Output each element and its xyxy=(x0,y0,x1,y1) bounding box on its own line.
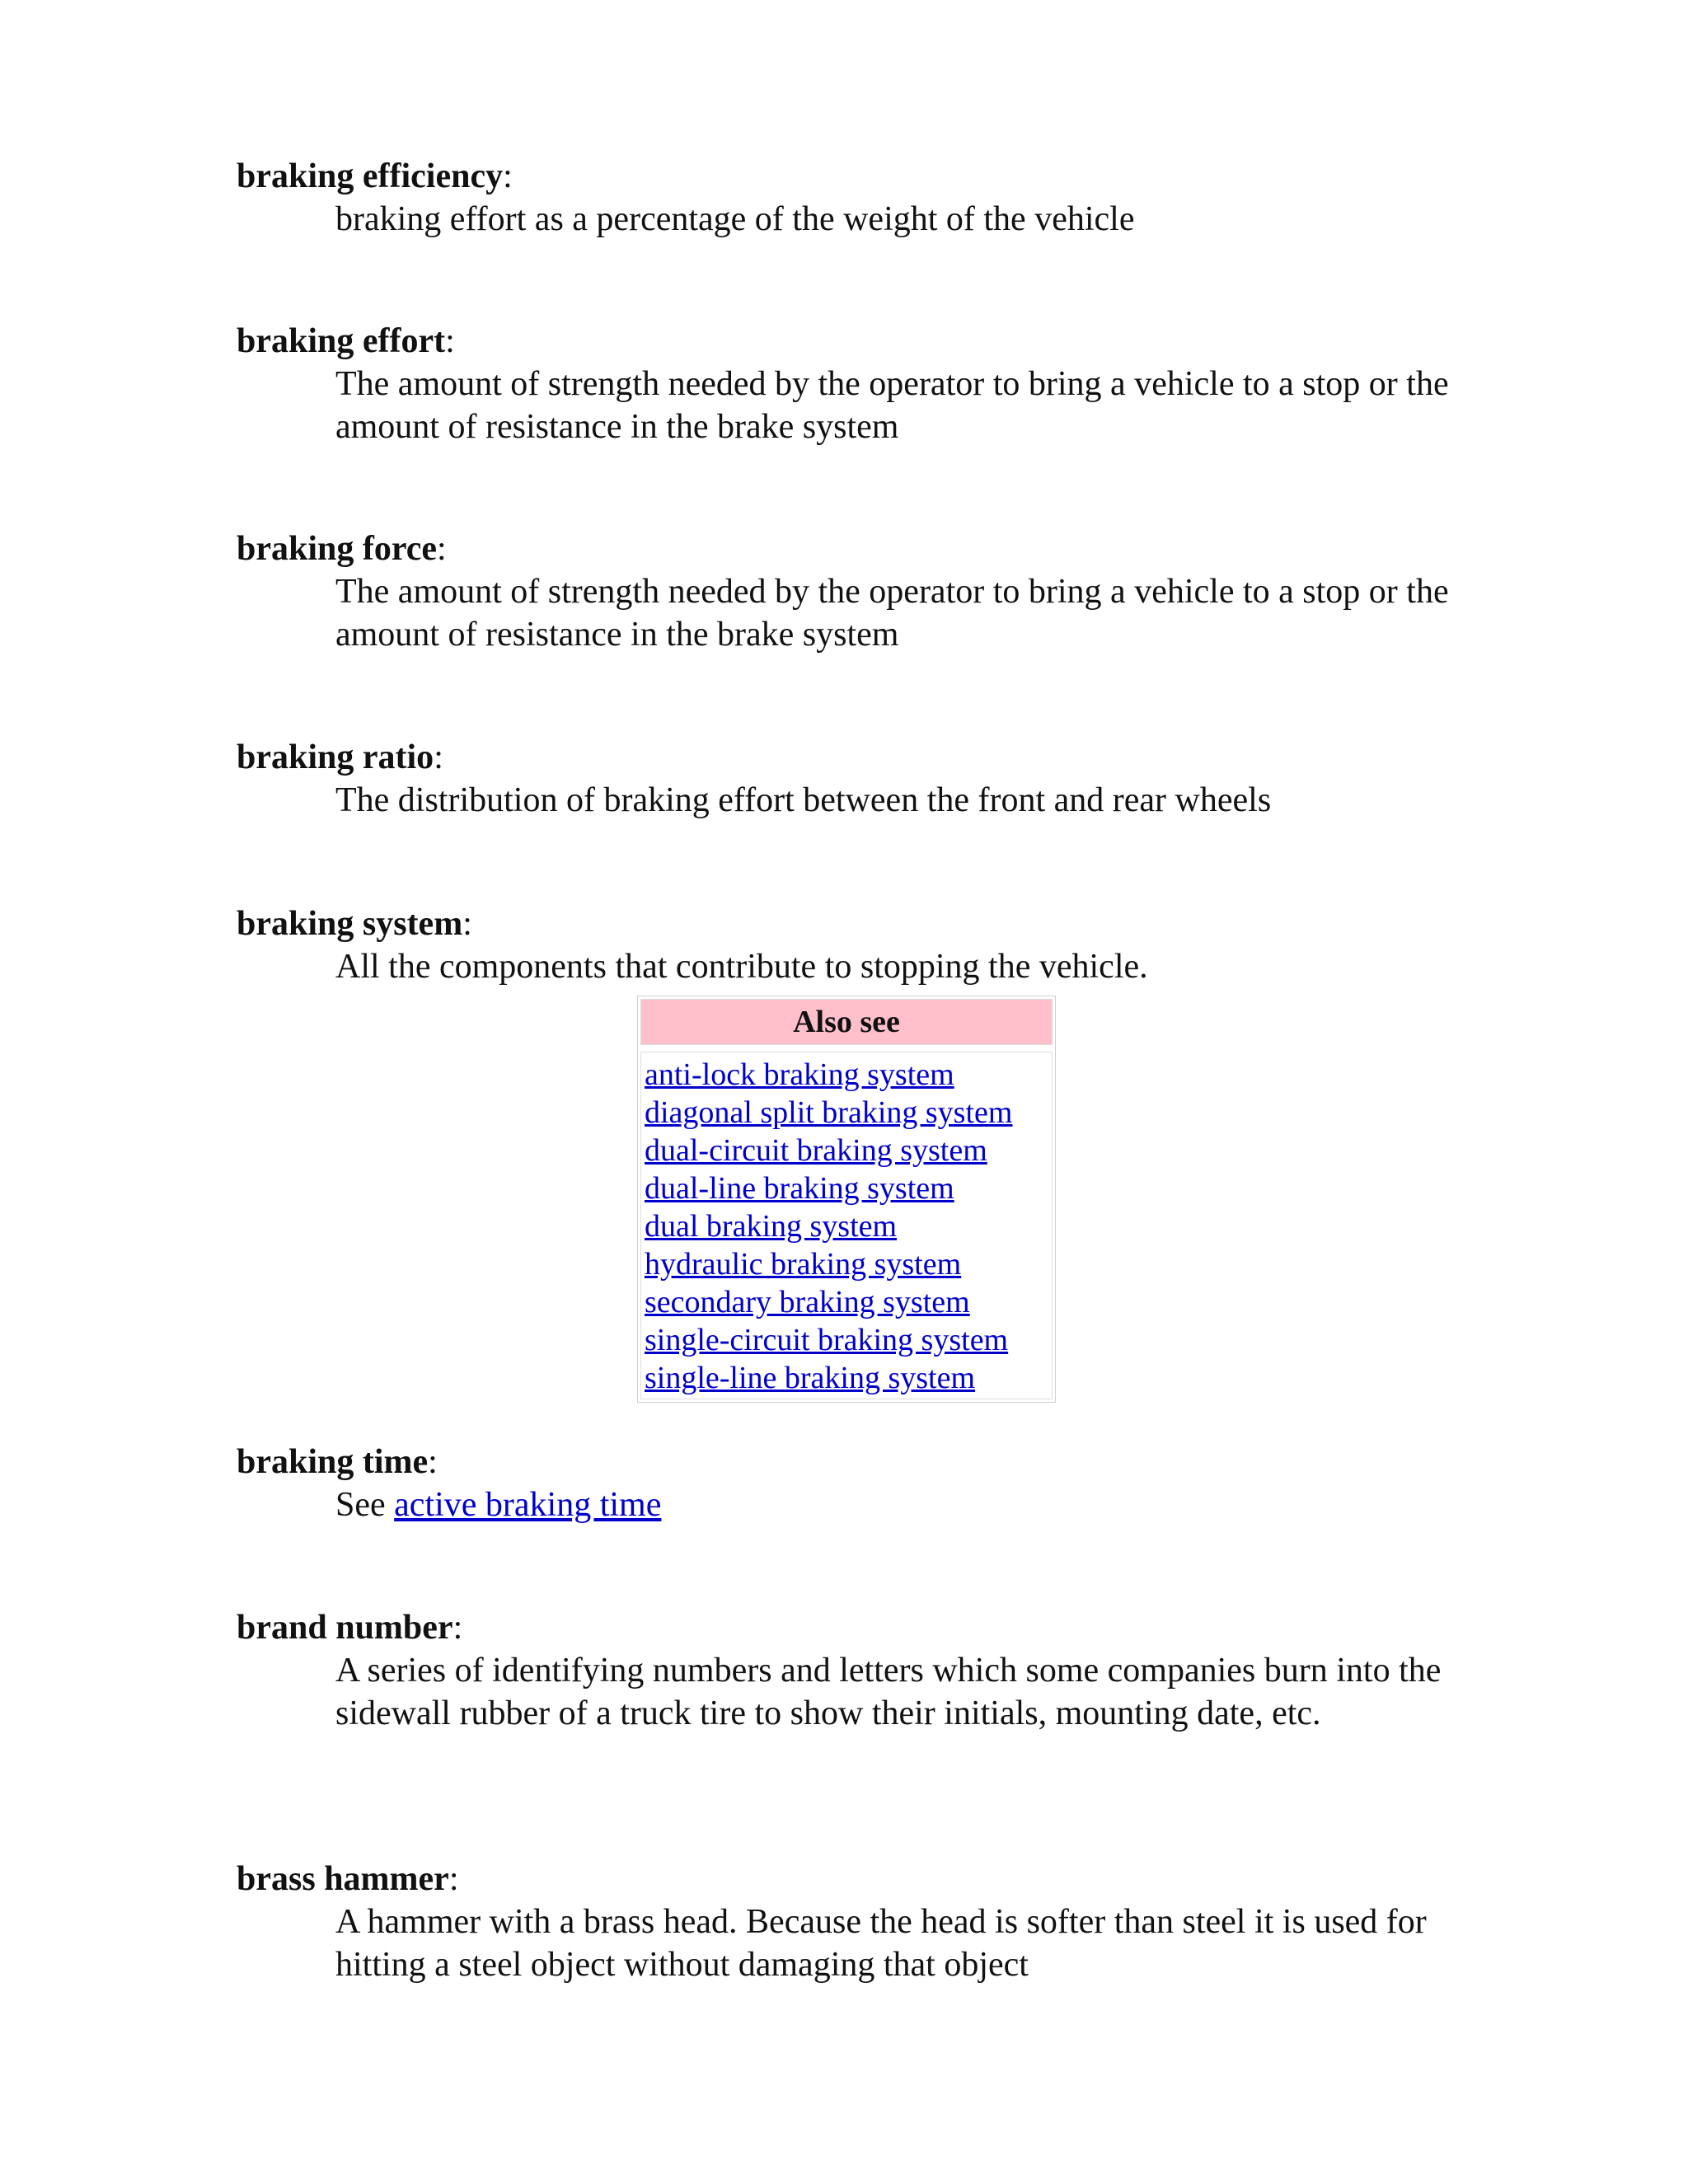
entry-braking-force xyxy=(237,527,1473,656)
definition: The amount of strength needed by the operator to bring a vehicle to a stop or the amount of resistance in the brake system xyxy=(335,365,1449,446)
list-item xyxy=(645,1094,1048,1132)
list-item xyxy=(645,1169,1048,1207)
definition: A series of identifying numbers and letters which some companies burn into the sidewall rubber of a truck tire to show their initials, mounting date, etc. xyxy=(335,1652,1442,1732)
term-line xyxy=(237,1441,1473,1483)
entry-braking-effort xyxy=(237,320,1473,448)
definition: The distribution of braking effort between the front and rear wheels xyxy=(335,781,1272,819)
also-see-list xyxy=(640,1052,1053,1399)
term-line xyxy=(237,736,1473,779)
link-anti-lock-braking-system[interactable]: anti-lock braking system xyxy=(645,1057,954,1092)
term: brass hammer xyxy=(237,1860,449,1898)
colon: : xyxy=(434,738,443,776)
colon: : xyxy=(448,1860,459,1898)
link-secondary-braking-system[interactable]: secondary braking system xyxy=(645,1285,970,1319)
colon: : xyxy=(503,157,513,195)
entry-braking-system xyxy=(237,902,1473,988)
term: braking ratio xyxy=(237,738,434,776)
list-item xyxy=(645,1056,1048,1094)
definition xyxy=(335,1483,1456,1526)
link-dual-circuit-braking-system[interactable]: dual-circuit braking system xyxy=(645,1133,987,1168)
link-single-line-braking-system[interactable]: single-line braking system xyxy=(645,1361,976,1395)
also-see-header: Also see xyxy=(640,999,1053,1045)
list-item xyxy=(645,1245,1048,1283)
term: brand number xyxy=(237,1609,453,1647)
also-see-box xyxy=(637,996,1056,1403)
link-dual-braking-system[interactable]: dual braking system xyxy=(645,1209,898,1244)
colon: : xyxy=(437,530,447,568)
list-item xyxy=(645,1321,1048,1359)
definition: braking effort as a percentage of the weight of the vehicle xyxy=(335,200,1135,238)
term-line xyxy=(237,1858,1473,1900)
term-line xyxy=(237,902,1473,945)
link-active-braking-time[interactable]: active braking time xyxy=(394,1486,662,1524)
term: braking force xyxy=(237,530,438,568)
entry-brass-hammer xyxy=(237,1858,1473,1986)
link-single-circuit-braking-system[interactable]: single-circuit braking system xyxy=(645,1323,1009,1357)
term: braking efficiency xyxy=(237,157,504,195)
definition: The amount of strength needed by the operator to bring a vehicle to a stop or the amount of resistance in the brake system xyxy=(335,573,1449,654)
colon: : xyxy=(445,322,455,360)
term: braking effort xyxy=(237,322,446,360)
definition: A hammer with a brass head. Because the head is softer than steel it is used for hitting a steel object without damaging that object xyxy=(335,1903,1427,1984)
entry-brand-number xyxy=(237,1606,1473,1735)
colon: : xyxy=(462,905,472,943)
colon: : xyxy=(452,1609,463,1647)
list-item xyxy=(645,1359,1048,1397)
term-line xyxy=(237,527,1473,570)
list-item xyxy=(645,1283,1048,1321)
entry-braking-ratio xyxy=(237,736,1473,822)
list-item xyxy=(645,1207,1048,1245)
link-hydraulic-braking-system[interactable]: hydraulic braking system xyxy=(645,1247,962,1282)
term: braking system xyxy=(237,905,463,943)
term: braking time xyxy=(237,1443,429,1481)
entry-braking-efficiency xyxy=(237,155,1473,241)
definition-prefix: See xyxy=(335,1486,395,1524)
list-item xyxy=(645,1132,1048,1169)
term-line xyxy=(237,155,1473,198)
link-dual-line-braking-system[interactable]: dual-line braking system xyxy=(645,1171,954,1206)
term-line xyxy=(237,1606,1473,1649)
link-diagonal-split-braking-system[interactable]: diagonal split braking system xyxy=(645,1095,1013,1130)
colon: : xyxy=(428,1443,438,1481)
definition: All the components that contribute to stopping the vehicle. xyxy=(335,948,1148,986)
entry-braking-time xyxy=(237,1441,1473,1526)
term-line xyxy=(237,320,1473,363)
